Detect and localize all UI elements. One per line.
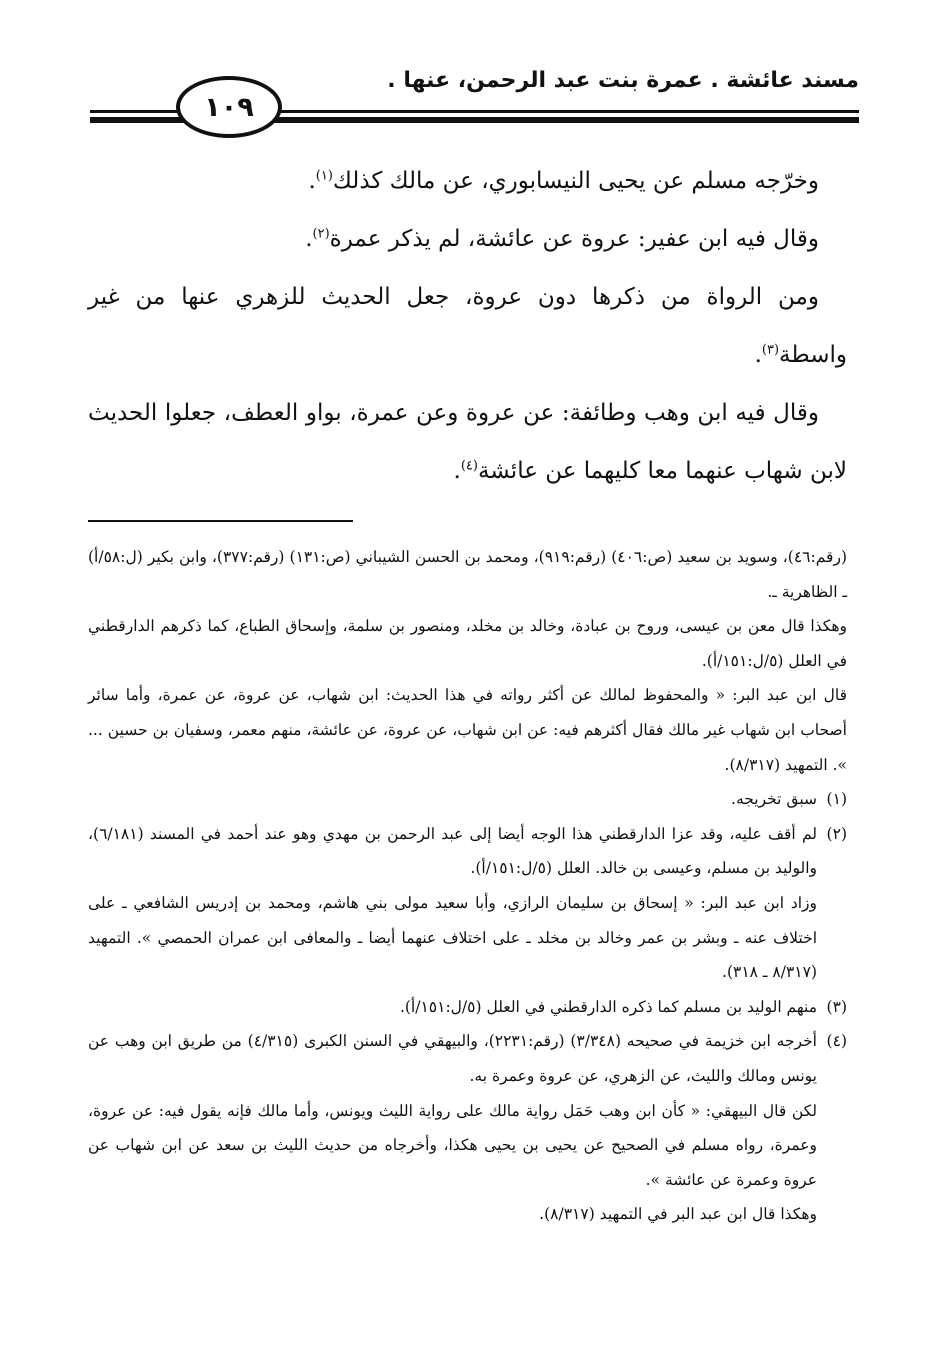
footnote-continuation: (رقم:٤٦)، وسويد بن سعيد (ص:٤٠٦) (رقم:٩١٩)، ومحمد بن الحسن الشيباني (ص:١٣١) (رقم:٣٧٧)، وابن بكير (ل:٥٨/أ) ـ الظاهرية ـ. bbox=[88, 548, 847, 601]
footnote-text: وزاد ابن عبد البر: « إسحاق بن سليمان الرازي، وأبا سعيد مولى بني هاشم، ومحمد بن إدريس الشافعي ـ على اختلاف عنه ـ وبشر بن عمر وخالد بن مخلد ـ على اختلاف عنهما أيضا ـ والمعافى ابن عمران الحمصي ». التمهيد (٨/٣١٧ ـ ٣١٨). bbox=[88, 893, 817, 982]
footnote-number: (١) bbox=[826, 790, 847, 809]
footnote-number: (٤) bbox=[826, 1032, 847, 1051]
footnote-ref-2: (٢) bbox=[312, 226, 330, 242]
page-number-oval bbox=[176, 76, 282, 138]
footnote-2 bbox=[88, 817, 847, 990]
footnote-text: لم أقف عليه، وقد عزا الدارقطني هذا الوجه أيضا إلى عبد الرحمن بن مهدي وهو عند أحمد في المسند (٦/١٨١)، والوليد بن مسلم، وعيسى بن خالد. العلل (٥/ل:١٥١/أ). bbox=[88, 824, 817, 878]
footnote-text: وهكذا قال ابن عبد البر في التمهيد (٨/٣١٧). bbox=[539, 1205, 817, 1224]
main-paragraph-2 bbox=[88, 210, 847, 268]
page-number: ١٠٩ bbox=[204, 91, 254, 123]
footnote-continuation: قال ابن عبد البر: « والمحفوظ لمالك عن أكثر رواته في هذا الحديث: ابن شهاب، عن عروة، عن عمرة، وأما سائر أصحاب ابن شهاب غير مالك فقال أكثرهم فيه: عن ابن شهاب، عن عروة، عن عائشة، منهم معمر، وسفيان بن حسين ... ». التمهيد (٨/٣١٧). bbox=[88, 686, 847, 774]
paragraph-text: وقال فيه ابن عفير: عروة عن عائشة، لم يذكر عمرة bbox=[329, 226, 819, 252]
footnotes bbox=[88, 540, 847, 1232]
paragraph-text: ومن الرواة من ذكرها دون عروة، جعل الحديث للزهري عنها من غير واسطة bbox=[88, 284, 847, 368]
footnote-text: أخرجه ابن خزيمة في صحيحه (٣/٣٤٨) (رقم:٢٢٣١)، والبيهقي في السنن الكبرى (٤/٣١٥) من طريق ابن وهب عن يونس ومالك والليث، عن الزهري، عن عروة وعمرة به. bbox=[88, 1032, 817, 1085]
footnote-ref-1: (١) bbox=[315, 168, 333, 184]
footnote-text: سبق تخريجه. bbox=[731, 790, 817, 809]
footnote-4 bbox=[88, 1024, 847, 1232]
footnote-body bbox=[88, 1024, 817, 1232]
footnote-3 bbox=[88, 990, 847, 1025]
footnote-text: لكن قال البيهقي: « كأن ابن وهب حَمَل رواية مالك على رواية الليث ويونس، وأما مالك فإنه يقول فيه: عن عروة، وعمرة، رواه مسلم في الصحيح عن يحيى بن يحيى هكذا، وأخرجاه من حديث الليث بن سعد عن ابن شهاب عن عروة وعمرة عن عائشة ». bbox=[88, 1101, 817, 1189]
paragraph-text: وخرّجه مسلم عن يحيى النيسابوري، عن مالك كذلك bbox=[332, 168, 819, 194]
main-paragraph-1 bbox=[88, 152, 847, 210]
footnote-body bbox=[88, 817, 817, 990]
footnote-ref-4: (٤) bbox=[460, 458, 478, 474]
paragraph-end: . bbox=[305, 226, 313, 252]
footnote-body bbox=[88, 782, 817, 817]
footnote-ref-3: (٣) bbox=[761, 342, 780, 358]
paragraph-end: . bbox=[453, 458, 461, 484]
footnote-separator bbox=[88, 520, 353, 522]
main-text bbox=[88, 152, 847, 500]
paragraph-end: . bbox=[754, 342, 762, 368]
footnote-number: (٣) bbox=[826, 997, 847, 1016]
paragraph-end: . bbox=[308, 168, 316, 194]
running-title: مسند عائشة . عمرة بنت عبد الرحمن، عنها . bbox=[387, 68, 859, 93]
main-paragraph-4 bbox=[88, 384, 847, 500]
footnote-continuation: وهكذا قال معن بن عيسى، وروح بن عبادة، وخالد بن مخلد، ومنصور بن سلمة، وإسحاق الطباع، كما ذكرهم الدارقطني في العلل (٥/ل:١٥١/أ). bbox=[88, 617, 847, 670]
main-paragraph-3 bbox=[88, 268, 847, 384]
footnote-1 bbox=[88, 782, 847, 817]
footnote-number: (٢) bbox=[826, 824, 847, 843]
footnote-body bbox=[88, 990, 817, 1025]
paragraph-text: وقال فيه ابن وهب وطائفة: عن عروة وعن عمرة، بواو العطف، جعلوا الحديث لابن شهاب عنهما معا كليهما عن عائشة bbox=[88, 400, 847, 484]
footnote-text: منهم الوليد بن مسلم كما ذكره الدارقطني في العلل (٥/ل:١٥١/أ). bbox=[399, 997, 817, 1016]
